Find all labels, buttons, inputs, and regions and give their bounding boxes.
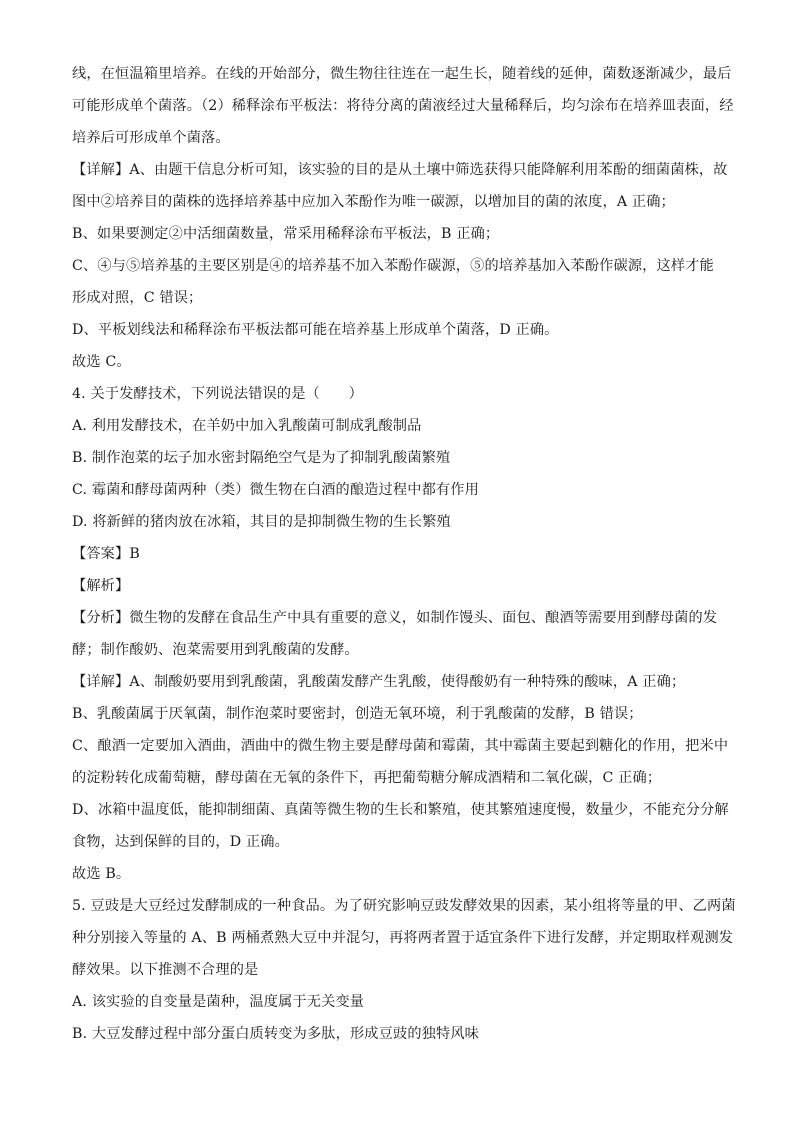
question-5-stem-3: 酵效果。以下推测不合理的是: [72, 962, 259, 978]
text-line-8: 形成对照，C 错误；: [72, 290, 203, 306]
document-page: [72, 58, 736, 1050]
question-4-option-c: C. 霉菌和酵母菌两种（类）微生物在白酒的酿造过程中都有作用: [72, 482, 479, 498]
text-line-10: 故选 C。: [72, 354, 131, 370]
text-line-4: 【详解】A、由题干信息分析可知，该实验的目的是从土壤中筛选获得只能降解利用苯酚的细菌菌株，故: [72, 162, 728, 178]
question-4-option-a: A. 利用发酵技术，在羊奶中加入乳酸菌可制成乳酸制品: [72, 418, 422, 434]
text-line-1: 线，在恒温箱里培养。在线的开始部分，微生物往往连在一起生长，随着线的延伸，菌数逐渐减少，最后: [72, 66, 732, 82]
text-line-26: 故选 B。: [72, 866, 131, 882]
analysis-label: 【解析】: [72, 578, 130, 594]
answer-label: 【答案】B: [72, 546, 140, 562]
text-line-2: 可能形成单个菌落。（2）稀释涂布平板法：将待分离的菌液经过大量稀释后，均匀涂布在培养皿表面，经: [72, 98, 734, 114]
question-4-option-b: B. 制作泡菜的坛子加水密封隔绝空气是为了抑制乳酸菌繁殖: [72, 450, 451, 466]
text-line-3: 培养后可形成单个菌落。: [72, 130, 230, 146]
text-line-20: 【详解】A、制酸奶要用到乳酸菌，乳酸菌发酵产生乳酸，使得酸奶有一种特殊的酸味，A 正确；: [72, 674, 686, 690]
question-5-stem-1: 5. 豆豉是大豆经过发酵制成的一种食品。为了研究影响豆豉发酵效果的因素，某小组将等量的甲、乙两菌: [72, 898, 736, 914]
question-4-stem: 4. 关于发酵技术，下列说法错误的是（ ）: [72, 386, 363, 402]
text-line-18: 【分析】微生物的发酵在食品生产中具有重要的意义，如制作馒头、面包、酿酒等需要用到酵母菌的发: [72, 610, 718, 626]
question-5-option-a: A. 该实验的自变量是菌种，温度属于无关变量: [72, 994, 365, 1010]
text-line-24: D、冰箱中温度低，能抑制细菌、真菌等微生物的生长和繁殖，使其繁殖速度慢，数量少，不能充分分解: [72, 802, 729, 818]
text-line-22: C、酿酒一定要加入酒曲，酒曲中的微生物主要是酵母菌和霉菌，其中霉菌主要起到糖化的作用，把米中: [72, 738, 729, 754]
text-line-9: D、平板划线法和稀释涂布平板法都可能在培养基上形成单个菌落，D 正确。: [72, 322, 559, 338]
text-line-23: 的淀粉转化成葡萄糖，酵母菌在无氧的条件下，再把葡萄糖分解成酒精和二氧化碳，C 正确；: [72, 770, 662, 786]
text-line-5: 图中②培养目的菌株的选择培养基中应加入苯酚作为唯一碳源，以增加目的菌的浓度，A 正确；: [72, 194, 675, 210]
question-4-option-d: D. 将新鲜的猪肉放在冰箱，其目的是抑制微生物的生长繁殖: [72, 514, 451, 530]
text-line-19: 酵；制作酸奶、泡菜需要用到乳酸菌的发酵。: [72, 642, 359, 658]
question-5-option-b: B. 大豆发酵过程中部分蛋白质转变为多肽，形成豆豉的独特风味: [72, 1026, 480, 1042]
text-line-21: B、乳酸菌属于厌氧菌，制作泡菜时要密封，创造无氧环境，利于乳酸菌的发酵，B 错误；: [72, 706, 643, 722]
text-line-6: B、如果要测定②中活细菌数量，常采用稀释涂布平板法，B 正确；: [72, 226, 500, 242]
text-line-25: 食物，达到保鲜的目的，D 正确。: [72, 834, 289, 850]
text-line-7: C、④与⑤培养基的主要区别是④的培养基不加入苯酚作碳源，⑤的培养基加入苯酚作碳源，这样才能: [72, 258, 714, 274]
question-5-stem-2: 种分别接入等量的 A、B 两桶煮熟大豆中并混匀，再将两者置于适宜条件下进行发酵，并定期取样观测发: [72, 930, 734, 946]
